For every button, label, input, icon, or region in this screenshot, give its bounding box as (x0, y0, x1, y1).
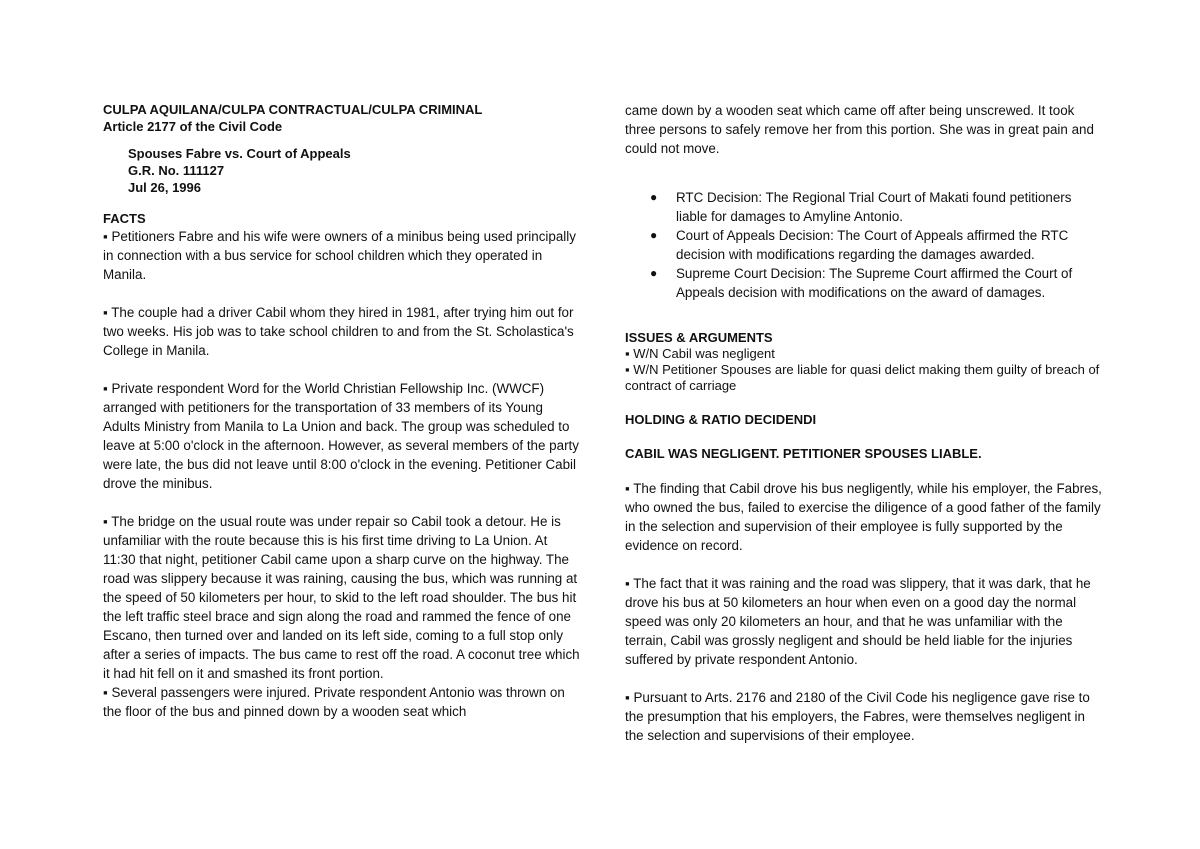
case-name: Spouses Fabre vs. Court of Appeals (128, 146, 351, 161)
facts-paragraph: ▪ Petitioners Fabre and his wife were owners of a minibus being used principally in connection with a bus service for school children which they operated in Manila. (103, 229, 576, 282)
case-date: Jul 26, 1996 (128, 180, 201, 195)
holding-conclusion: CABIL WAS NEGLIGENT. PETITIONER SPOUSES LIABLE. (625, 446, 982, 461)
decision-text: RTC Decision: The Regional Trial Court of Makati found petitioners liable for damages to Amyline Antonio. (676, 190, 1072, 224)
right-column (625, 101, 1103, 745)
decision-item (625, 188, 1103, 226)
facts-continuation: came down by a wooden seat which came off after being unscrewed. It took three persons to safely remove her from this portion. She was in great pain and could not move. (625, 103, 1094, 156)
facts-heading: FACTS (103, 211, 146, 226)
facts-paragraph: ▪ Several passengers were injured. Private respondent Antonio was thrown on the floor of the bus and pinned down by a wooden seat which (103, 685, 565, 719)
issues-heading: ISSUES & ARGUMENTS (625, 330, 773, 345)
issue-item: ▪ W/N Cabil was negligent (625, 346, 775, 361)
facts-paragraph: ▪ Private respondent Word for the World Christian Fellowship Inc. (WWCF) arranged with petitioners for the transportation of 33 members of its Young Adults Ministry from Manila to La Union and back. The group was scheduled to leave at 5:00 o'clock in the afternoon. However, as several members of the party were late, the bus did not leave until 8:00 o'clock in the evening. Petitioner Cabil drove the minibus. (103, 381, 579, 491)
case-info (128, 145, 581, 196)
doc-title: CULPA AQUILANA/CULPA CONTRACTUAL/CULPA CRIMINAL (103, 102, 483, 117)
bullet-icon: ● (650, 266, 658, 280)
ratio-paragraph: ▪ The finding that Cabil drove his bus negligently, while his employer, the Fabres, who owned the bus, failed to exercise the diligence of a good father of the family in the selection and supervision of their employee is fully supported by the evidence on record. (625, 481, 1102, 553)
decision-item (625, 226, 1103, 264)
ratio-paragraph: ▪ The fact that it was raining and the road was slippery, that it was dark, that he drove his bus at 50 kilometers an hour when even on a good day the normal speed was only 20 kilometers an hour, and that he was unfamiliar with the terrain, Cabil was grossly negligent and should be held liable for the injuries suffered by private respondent Antonio. (625, 576, 1091, 667)
issue-item: ▪ W/N Petitioner Spouses are liable for quasi delict making them guilty of breach of contract of carriage (625, 362, 1100, 393)
case-number: G.R. No. 111127 (128, 163, 225, 178)
doc-subtitle: Article 2177 of the Civil Code (103, 119, 283, 134)
decision-text: Court of Appeals Decision: The Court of Appeals affirmed the RTC decision with modifications regarding the damages awarded. (676, 228, 1069, 262)
decision-list (625, 188, 1103, 302)
bullet-icon: ● (650, 228, 658, 242)
holding-heading: HOLDING & RATIO DECIDENDI (625, 412, 817, 427)
facts-paragraph: ▪ The bridge on the usual route was under repair so Cabil took a detour. He is unfamiliar with the route because this is his first time driving to La Union. At 11:30 that night, petitioner Cabil came upon a sharp curve on the highway. The road was slippery because it was raining, causing the bus, which was running at the speed of 50 kilometers per hour, to skid to the left road shoulder. The bus hit the left traffic steel brace and sign along the road and rammed the fence of one Escano, then turned over and landed on its left side, coming to a full stop only after a series of impacts. The bus came to rest off the road. A coconut tree which it had hit fell on it and smashed its front portion. (103, 514, 580, 681)
decision-item (625, 264, 1103, 302)
decision-text: Supreme Court Decision: The Supreme Court affirmed the Court of Appeals decision with modifications on the award of damages. (676, 266, 1073, 300)
facts-paragraph: ▪ The couple had a driver Cabil whom they hired in 1981, after trying him out for two weeks. His job was to take school children to and from the St. Scholastica's College in Manila. (103, 305, 574, 358)
left-column (103, 101, 581, 721)
bullet-icon: ● (650, 190, 658, 204)
ratio-paragraph: ▪ Pursuant to Arts. 2176 and 2180 of the Civil Code his negligence gave rise to the presumption that his employers, the Fabres, were themselves negligent in the selection and supervisions of their employee. (625, 690, 1090, 743)
